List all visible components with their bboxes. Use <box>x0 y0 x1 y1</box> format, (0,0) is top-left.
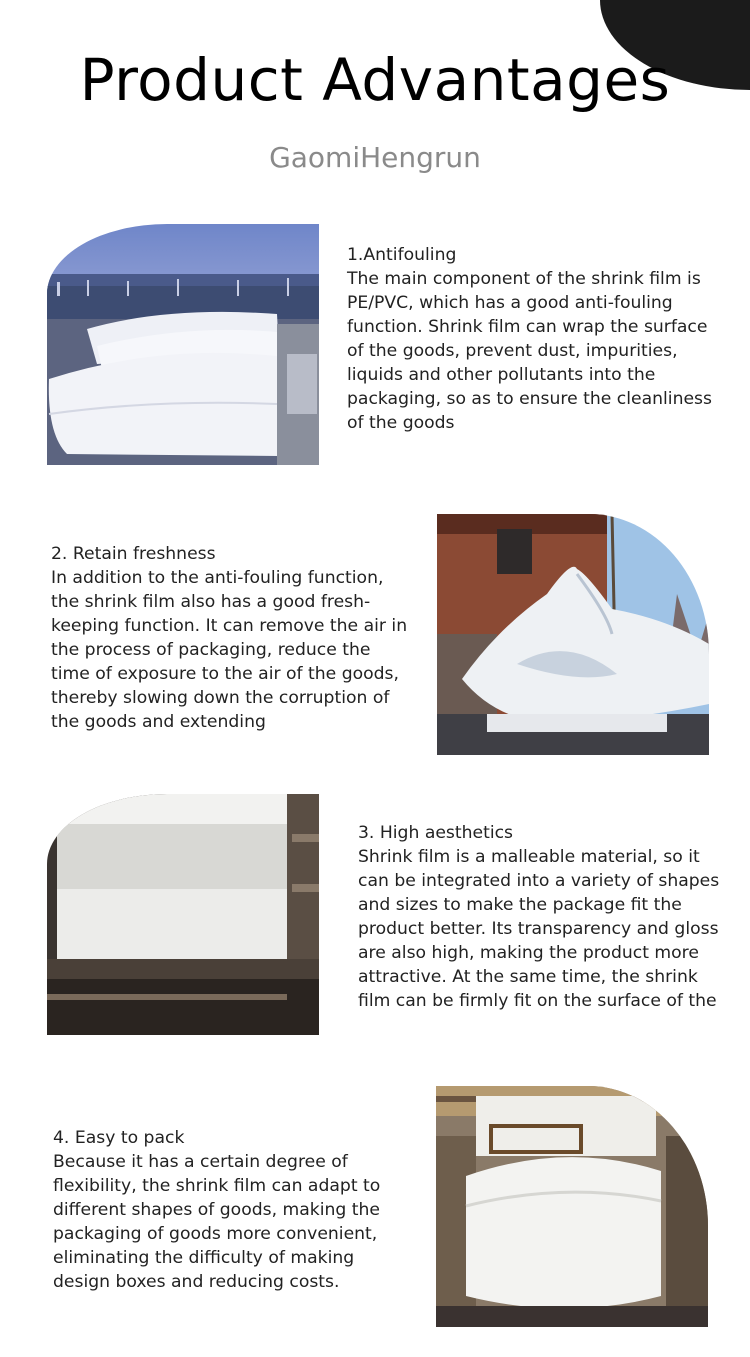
section-2-text <box>51 542 411 734</box>
section-4-text <box>53 1126 403 1294</box>
section-2-heading: 2. Retain freshness <box>51 544 216 564</box>
section-2-body: In addition to the anti-fouling function, the shrink film also has a good fresh-keeping function. It can remove the air in the process of packaging, reduce the time of exposure to the air of the goods, thereby slowing down the corruption of the goods and extending <box>51 568 408 732</box>
film-roll-factory-photo <box>47 794 319 1035</box>
section-3-text <box>358 821 728 1013</box>
section-3-heading: 3. High aesthetics <box>358 823 514 843</box>
section-4-body: Because it has a certain degree of flexibility, the shrink film can adapt to different shapes of goods, making the packaging of goods more convenient, eliminating the difficulty of making design boxes and reducing costs. <box>53 1152 381 1292</box>
section-1-text <box>347 243 722 435</box>
page-subtitle: GaomiHengrun <box>269 141 481 174</box>
wrapped-boats-marina-photo <box>47 224 319 465</box>
film-production-photo <box>436 1086 708 1327</box>
page-title: Product Advantages <box>79 46 671 114</box>
section-4-heading: 4. Easy to pack <box>53 1128 185 1148</box>
section-1-body: The main component of the shrink film is PE/PVC, which has a good anti-fouling function. Shrink film can wrap the surface of the goods, prevent dust, impurities, liquids and other pollutants into the packaging, so as to ensure the cleanliness of the goods <box>347 269 712 433</box>
wrapped-boat-photo <box>437 514 709 755</box>
section-1-heading: 1.Antifouling <box>347 245 457 265</box>
section-3-body: Shrink film is a malleable material, so it can be integrated into a variety of shapes and sizes to make the package fit the product better. Its transparency and gloss are also high, making the product more attractive. At the same time, the shrink film can be firmly fit on the surface of the <box>358 847 720 1011</box>
